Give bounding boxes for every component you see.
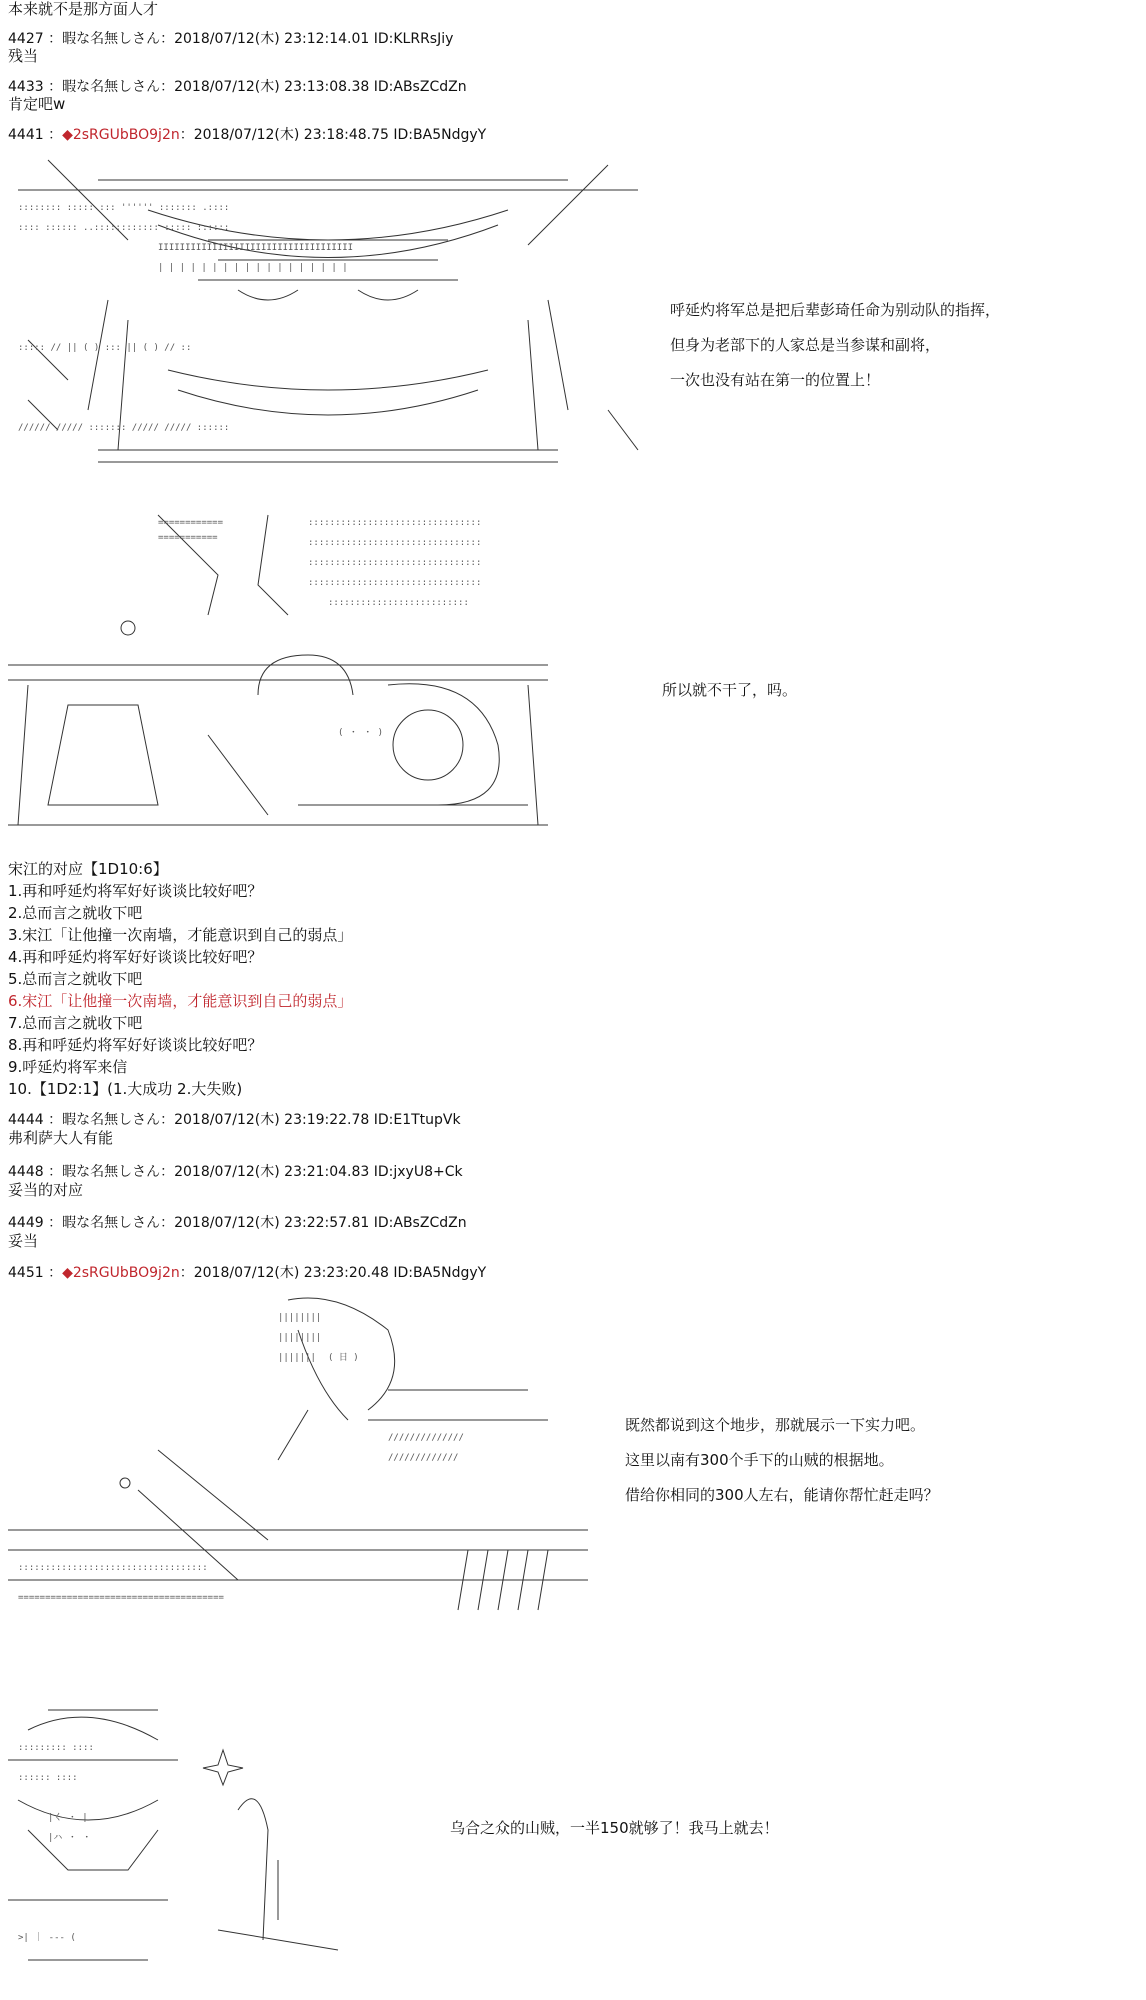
dialogue-line: 既然都说到这个地步，那就展示一下实力吧。 (625, 1416, 926, 1434)
svg-text:::::::::::::::::::::::::::: :::::::::::::::::::::::::: (328, 598, 469, 608)
svg-text:| | | | | | | | | | | | | | |: | | | | | | | | | | | | | | | | | | (158, 263, 348, 273)
dialogue-line: 所以就不干了，吗。 (662, 681, 798, 699)
svg-text://///////////: ///////////// (388, 1453, 459, 1463)
post-date: ：2018/07/12(木) 23:13:08.38 ID:ABsZCdZn (160, 79, 467, 95)
post-header-4444: 4444 ：暇な名無しさん：2018/07/12(木) 23:19:22.78 ID:E1TtupVk (8, 1112, 461, 1128)
dialogue-line: 这里以南有300个手下的山贼的根据地。 (625, 1451, 894, 1469)
post-date: ：2018/07/12(木) 23:19:22.78 ID:E1TtupVk (160, 1112, 461, 1128)
svg-text:|||||||: ||||||| (278, 1353, 316, 1363)
post-date: ：2018/07/12(木) 23:23:20.48 ID:BA5NdgyY (179, 1265, 487, 1281)
post-header-4433: 4433 ：暇な名無しさん：2018/07/12(木) 23:13:08.38 ID:ABsZCdZn (8, 79, 467, 95)
post-header-4427: 4427 ：暇な名無しさん：2018/07/12(木) 23:12:14.01 ID:KLRRsJiy (8, 31, 454, 47)
svg-text:( 日 ): ( 日 ) (328, 1353, 359, 1363)
dialogue-line: 乌合之众的山贼，一半150就够了！我马上就去！ (450, 1819, 779, 1837)
post-header-4451: 4451 ：◆2sRGUbBO9j2n：2018/07/12(木) 23:23:20.48 ID:BA5NdgyY (8, 1265, 487, 1281)
svg-text:============: ============ (158, 518, 224, 528)
post-date: ：2018/07/12(木) 23:12:14.01 ID:KLRRsJiy (160, 31, 454, 47)
ascii-art-character-pointing (8, 1700, 358, 1990)
svg-text:IIIIIIIIIIIIIIIIIIIIIIIIIIIIII: IIIIIIIIIIIIIIIIIIIIIIIIIIIIIIIIIIII (158, 243, 354, 253)
svg-text:::::::::::::::::::::::::::::::: :::::::::::::::::::::::::::::::: (308, 518, 482, 528)
svg-text::::::: ::::: :::::: :::: (18, 1773, 78, 1783)
ascii-art-general-crowd (8, 150, 648, 475)
ascii-art-general-at-desk (8, 1290, 588, 1620)
svg-text:===========: =========== (158, 533, 218, 543)
option-item: 10.【1D2:1】(1.大成功 2.大失败) (8, 1080, 243, 1098)
svg-text:::::::::::::::::::::::::::::::: :::::::::::::::::::::::::::::::: (308, 578, 482, 588)
svg-text:>| ｜ --- (: >| ｜ --- ( (18, 1933, 76, 1943)
svg-text://////////////: ////////////// (388, 1433, 464, 1443)
post-number: 4449 (8, 1215, 44, 1231)
post-number: 4451 (8, 1265, 44, 1281)
option-item: 9.呼延灼将军来信 (8, 1058, 128, 1076)
svg-text::::::::: ::::: ::: '''''' :::: :::::::: ::::: ::: '''''' ::::::: .:::: (18, 203, 230, 213)
svg-text:( ・ ・ ): ( ・ ・ ) (338, 728, 384, 738)
post-date: ：2018/07/12(木) 23:21:04.83 ID:jxyU8+Ck (160, 1164, 463, 1180)
author-trip: ◆2sRGUbBO9j2n (62, 1265, 180, 1281)
dialogue-line: 但身为老部下的人家总是当参谋和副将， (670, 336, 941, 354)
author-trip: ◆2sRGUbBO9j2n (62, 127, 180, 143)
svg-text:|ハ ・ ・: |ハ ・ ・ (48, 1833, 92, 1843)
post-number: 4427 (8, 31, 44, 47)
post-body-4444: 弗利萨大人有能 (8, 1129, 114, 1147)
option-item: 4.再和呼延灼将军好好谈谈比较好吧？ (8, 948, 263, 966)
option-item: 7.总而言之就收下吧 (8, 1014, 143, 1032)
poster-name: 暇な名無しさん (62, 1164, 161, 1180)
poster-name: 暇な名無しさん (62, 1215, 161, 1231)
option-item: 2.总而言之就收下吧 (8, 904, 143, 922)
svg-text:::::: // || ( ) ::: || (: ::::: // || ( ) ::: || ( ) // :: (18, 343, 192, 353)
ascii-art-office-scene (8, 505, 548, 835)
poster-name: 暇な名無しさん (62, 79, 161, 95)
svg-text:::::::::::::::::::::::::::::::: :::::::::::::::::::::::::::::::: (308, 538, 482, 548)
dialogue-line: 一次也没有站在第一的位置上！ (670, 371, 881, 389)
svg-text::::: :::::: ..:::::::::::: :: :::: :::::: ..:::::::::::: ::::: :::::: (18, 223, 230, 233)
option-item: 3.宋江「让他撞一次南墙，才能意识到自己的弱点」 (8, 926, 353, 944)
option-item: 1.再和呼延灼将军好好谈谈比较好吧？ (8, 882, 263, 900)
post-body-4448: 妥当的对应 (8, 1181, 84, 1199)
post-header-4441: 4441 ：◆2sRGUbBO9j2n：2018/07/12(木) 23:18:48.75 ID:BA5NdgyY (8, 127, 487, 143)
option-item-selected: 6.宋江「让他撞一次南墙，才能意识到自己的弱点」 (8, 992, 353, 1010)
post-number: 4441 (8, 127, 44, 143)
svg-text:|く ・ |: |く ・ | (48, 1813, 88, 1823)
poster-name: 暇な名無しさん (62, 1112, 161, 1128)
intro-text: 本来就不是那方面人才 (8, 0, 159, 18)
post-date: ：2018/07/12(木) 23:22:57.81 ID:ABsZCdZn (160, 1215, 467, 1231)
post-date: ：2018/07/12(木) 23:18:48.75 ID:BA5NdgyY (179, 127, 487, 143)
post-header-4448: 4448 ：暇な名無しさん：2018/07/12(木) 23:21:04.83 ID:jxyU8+Ck (8, 1164, 463, 1180)
post-number: 4444 (8, 1112, 44, 1128)
post-body-4433: 肯定吧w (8, 95, 66, 113)
options-title: 宋江的对应【1D10:6】 (8, 860, 168, 878)
svg-text:||||||||: |||||||| (278, 1313, 322, 1323)
post-number: 4448 (8, 1164, 44, 1180)
post-number: 4433 (8, 79, 44, 95)
post-body-4449: 妥当 (8, 1232, 39, 1250)
svg-text:||||||||: |||||||| (278, 1333, 322, 1343)
post-header-4449: 4449 ：暇な名無しさん：2018/07/12(木) 23:22:57.81 ID:ABsZCdZn (8, 1215, 467, 1231)
svg-text:////// ///// ::::::: ///// ///: ////// ///// ::::::: ///// ///// :::::: (18, 423, 230, 433)
poster-name: 暇な名無しさん (62, 31, 161, 47)
post-body-4427: 残当 (8, 47, 39, 65)
svg-text:==============================: ====================================== (18, 1593, 224, 1603)
dialogue-line: 呼延灼将军总是把后辈彭琦任命为别动队的指挥， (670, 301, 1001, 319)
option-item: 5.总而言之就收下吧 (8, 970, 143, 988)
dialogue-line: 借给你相同的300人左右，能请你帮忙赶走吗？ (625, 1486, 939, 1504)
svg-text:::::::::: ::::: ::::::::: :::: (18, 1743, 94, 1753)
svg-text:::::::::::::::::::::::::::::::: ::::::::::::::::::::::::::::::::::: (18, 1563, 208, 1573)
svg-text:::::::::::::::::::::::::::::::: :::::::::::::::::::::::::::::::: (308, 558, 482, 568)
option-item: 8.再和呼延灼将军好好谈谈比较好吧？ (8, 1036, 263, 1054)
